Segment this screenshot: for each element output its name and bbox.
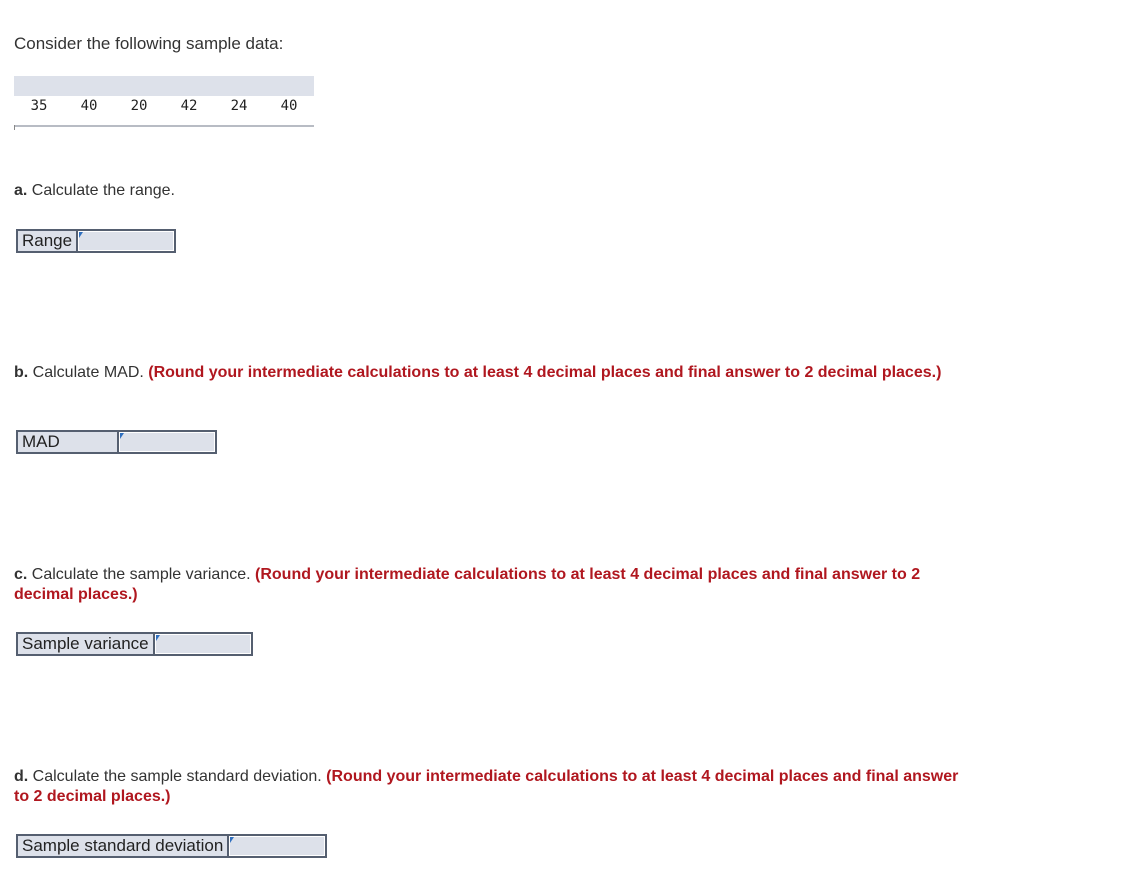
rounding-note: (Round your intermediate calculations to at least 4 decimal places and final answer to 2 decimal places.) [14, 768, 959, 805]
mad-label: MAD [18, 432, 119, 452]
rounding-note: (Round your intermediate calculations to at least 4 decimal places and final answer to 2 decimal places.) [148, 364, 942, 381]
sample-value: 20 [130, 98, 148, 114]
question-c [14, 565, 964, 605]
rounding-note: (Round your intermediate calculations to at least 4 decimal places and final answer to 2 decimal places.) [14, 566, 921, 603]
range-label: Range [18, 231, 78, 251]
table-bottom-rule [14, 125, 314, 127]
question-letter: d. [14, 768, 29, 785]
input-flag-icon [79, 232, 83, 238]
sample-value: 24 [230, 98, 248, 114]
range-answer-row [16, 229, 176, 253]
question-d [14, 767, 964, 807]
input-flag-icon [156, 635, 160, 641]
range-input[interactable] [78, 231, 174, 251]
question-b [14, 363, 964, 383]
question-text: Calculate MAD. [28, 364, 149, 381]
question-letter: a. [14, 182, 28, 199]
sample-variance-answer-row [16, 632, 253, 656]
table-header-band [14, 76, 314, 96]
sample-values-row [14, 98, 314, 116]
input-flag-icon [230, 837, 234, 843]
sample-value: 40 [80, 98, 98, 114]
sample-data-table [14, 76, 314, 130]
sample-variance-input[interactable] [155, 634, 251, 654]
table-bottom-tick [14, 125, 15, 130]
sample-value: 35 [30, 98, 48, 114]
sample-value: 40 [280, 98, 298, 114]
mad-answer-row [16, 430, 217, 454]
intro-text: Consider the following sample data: [14, 34, 284, 53]
sample-std-dev-answer-row [16, 834, 327, 858]
question-a [14, 181, 964, 201]
question-letter: b. [14, 364, 29, 381]
sample-value: 42 [180, 98, 198, 114]
question-letter: c. [14, 566, 28, 583]
question-text: Calculate the sample standard deviation. [28, 768, 327, 785]
question-text: Calculate the sample variance. [27, 566, 256, 583]
input-flag-icon [120, 433, 124, 439]
sample-variance-label: Sample variance [18, 634, 155, 654]
sample-std-dev-label: Sample standard deviation [18, 836, 229, 856]
sample-std-dev-input[interactable] [229, 836, 325, 856]
mad-input[interactable] [119, 432, 215, 452]
question-text: Calculate the range. [27, 182, 175, 199]
